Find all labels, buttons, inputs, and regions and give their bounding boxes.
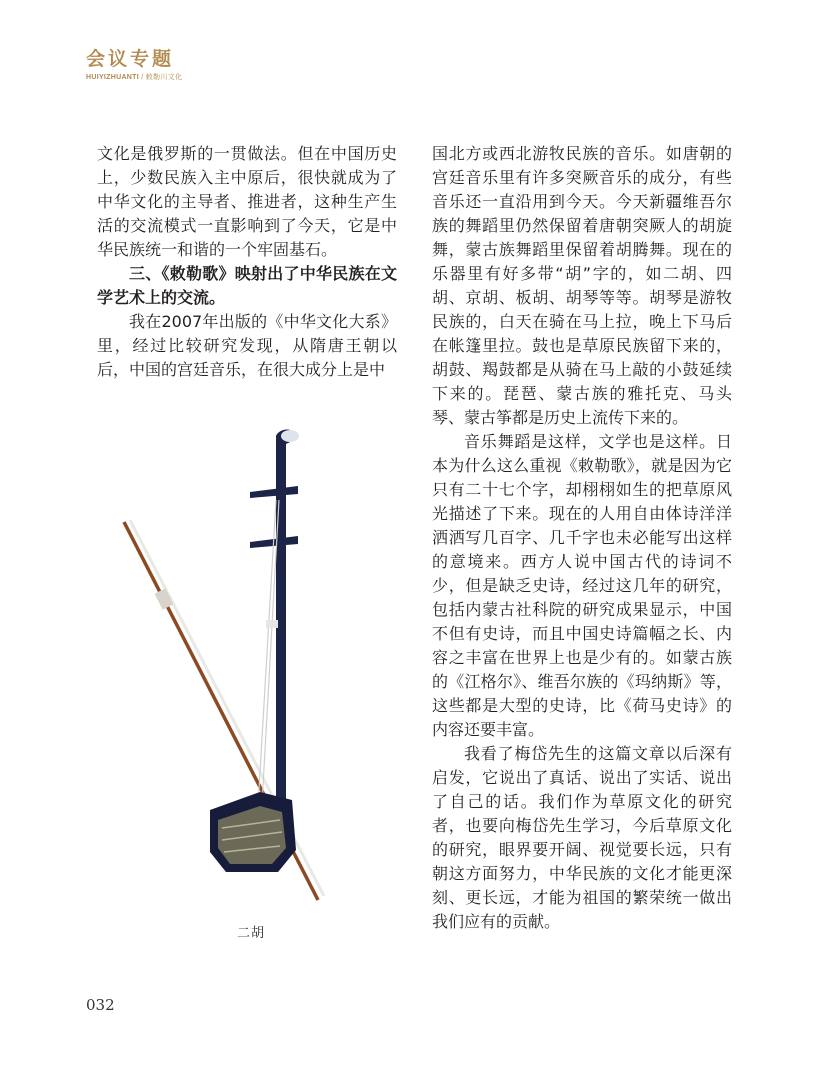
section-subtitle: [86, 72, 182, 82]
left-text-column: [97, 142, 397, 382]
page-number: 032: [86, 996, 115, 1014]
right-text-column: [432, 142, 732, 934]
paragraph: 国北方或西北游牧民族的音乐。如唐朝的宫廷音乐里有许多突厥音乐的成分，有些音乐还一直沿用到今天。今天新疆维吾尔族的舞蹈里仍然保留着唐朝突厥人的胡旋舞，蒙古族舞蹈里保留着胡腾舞。现在的乐器里有好多带“胡”字的，如二胡、四胡、京胡、板胡、胡琴等等。胡琴是游牧民族的，白天在骑在马上拉，晚上下马后在帐篷里拉。鼓也是草原民族留下来的，胡鼓、羯鼓都是从骑在马上敲的小鼓延续下来的。琵琶、蒙古族的雅托克、马头琴、蒙古筝都是历史上流传下来的。: [432, 144, 732, 427]
figure-caption: 二胡: [237, 926, 266, 941]
section-title: 会议专题: [86, 48, 175, 70]
bow-clip: [155, 588, 174, 609]
scroll-inlay: [281, 430, 299, 442]
erhu-neck: [276, 430, 296, 800]
paragraph: 文化是俄罗斯的一贯做法。但在中国历史上，少数民族入主中原后，很快就成为了中华文化的主导者、推进者，这种生产生活的交流模式一直影响到了今天，它是中华民族统一和谐的一个牢固基石。: [97, 144, 397, 259]
section-subtitle-separator: /: [141, 74, 144, 81]
erhu-photo: [110, 420, 400, 910]
string: [256, 500, 276, 840]
paragraph: 我看了梅岱先生的这篇文章以后深有启发，它说出了真话、说出了实话、说出了自己的话。我们作为草原文化的研究者，也要向梅岱先生学习，今后草原文化的研究，眼界要开阔、视觉要长远，只有朝这方面努力，中华民族的文化才能更深刻、更长远，才能为祖国的繁荣统一做出我们应有的贡献。: [432, 744, 732, 931]
section-heading: 三、《敕勒歌》映射出了中华民族在文学艺术上的交流。: [97, 264, 397, 307]
section-subtitle-en: HUIYIZHUANTI: [86, 74, 139, 81]
erhu-illustration: [110, 420, 400, 910]
paragraph: 音乐舞蹈是这样，文学也是这样。日本为什么这么重视《敕勒歌》，就是因为它只有二十七个字，却栩栩如生的把草原风光描述了下来。现在的人用自由体诗洋洋洒洒写几百字、几千字也未必能写出这样的意境来。西方人说中国古代的诗词不少，但是缺乏史诗，经过这几年的研究，包括内蒙古社科院的研究成果显示，中国不但有史诗，而且中国史诗篇幅之长、内容之丰富在世界上也是少有的。如蒙古族的《江格尔》、维吾尔族的《玛纳斯》等，这些都是大型的史诗，比《荷马史诗》的内容还要丰富。: [432, 432, 732, 739]
qianjin: [266, 620, 278, 628]
section-subtitle-cn: 敕勒川文化: [145, 74, 183, 81]
paragraph: 我在2007年出版的《中华文化大系》里，经过比较研究发现，从隋唐王朝以后，中国的宫廷音乐，在很大成分上是中: [97, 312, 397, 379]
tuning-peg: [250, 486, 298, 498]
